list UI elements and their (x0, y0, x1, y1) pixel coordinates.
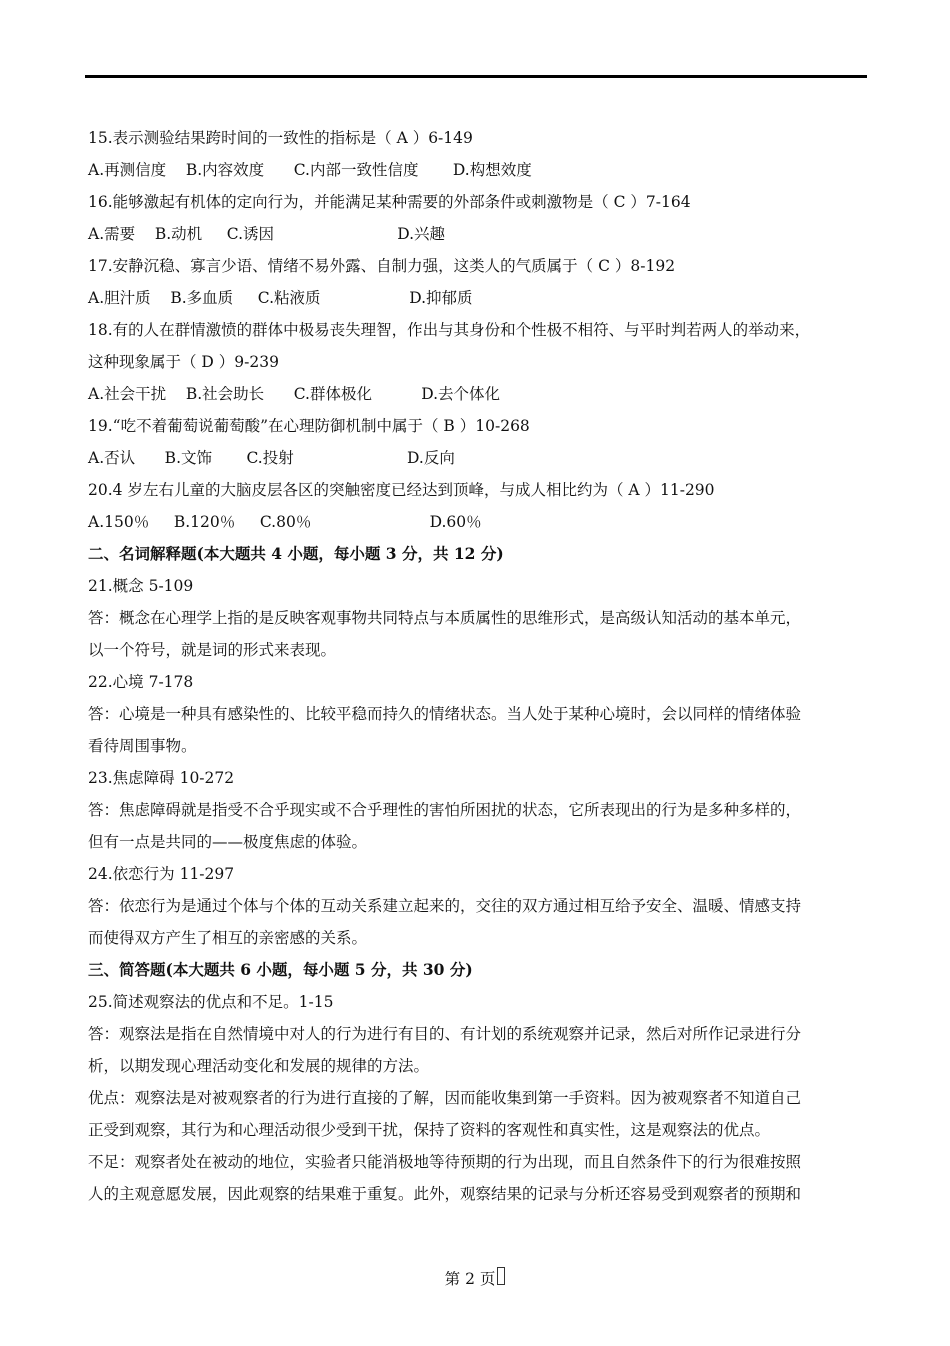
question-19: 19.“吃不着葡萄说葡萄酸”在心理防御机制中属于（ B ）10-268 (88, 417, 530, 435)
question-25: 25.简述观察法的优点和不足。1-15 (88, 993, 334, 1011)
header-rule (85, 75, 867, 78)
answer-25-line-6: 人的主观意愿发展，因此观察的结果难于重复。此外，观察结果的记录与分析还容易受到观察者的预期和 (88, 1185, 802, 1203)
page-number: 第 2 页 (444, 1270, 496, 1288)
options-18: A.社会干扰 B.社会助长 C.群体极化 D.去个体化 (88, 385, 501, 403)
answer-22-line-2: 看待周围事物。 (88, 737, 197, 755)
text-cursor-icon (497, 1267, 505, 1285)
answer-21-line-1: 答：概念在心理学上指的是反映客观事物共同特点与本质属性的思维形式，是高级认知活动的基本单元， (88, 609, 802, 627)
answer-21-line-2: 以一个符号，就是词的形式来表现。 (88, 641, 337, 659)
term-24: 24.依恋行为 11-297 (88, 865, 235, 883)
answer-25-line-4: 正受到观察，其行为和心理活动很少受到干扰，保持了资料的客观性和真实性，这是观察法的优点。 (88, 1121, 771, 1139)
answer-24-line-1: 答：依恋行为是通过个体与个体的互动关系建立起来的，交往的双方通过相互给予安全、温暖、情感支持 (88, 897, 802, 915)
section-heading-3: 三、简答题(本大题共 6 小题，每小题 5 分，共 30 分) (88, 960, 473, 979)
question-15: 15.表示测验结果跨时间的一致性的指标是（ A ）6-149 (88, 129, 473, 147)
page-footer (0, 1267, 950, 1289)
answer-25-line-3: 优点：观察法是对被观察者的行为进行直接的了解，因而能收集到第一手资料。因为被观察者不知道自己 (88, 1089, 802, 1107)
section-heading-2: 二、名词解释题(本大题共 4 小题，每小题 3 分，共 12 分) (88, 544, 504, 563)
question-18-line-1: 18.有的人在群情激愤的群体中极易丧失理智，作出与其身份和个性极不相符、与平时判若两人的举动来， (88, 321, 811, 339)
term-21: 21.概念 5-109 (88, 577, 194, 595)
answer-25-line-5: 不足：观察者处在被动的地位，实验者只能消极地等待预期的行为出现，而且自然条件下的行为很难按照 (88, 1153, 802, 1171)
term-23: 23.焦虑障碍 10-272 (88, 769, 235, 787)
answer-25-line-2: 析，以期发现心理活动变化和发展的规律的方法。 (88, 1057, 430, 1075)
question-20: 20.4 岁左右儿童的大脑皮层各区的突触密度已经达到顶峰，与成人相比约为（ A ）11-290 (88, 481, 715, 499)
options-15: A.再测信度 B.内容效度 C.内部一致性信度 D.构想效度 (88, 161, 532, 179)
question-17: 17.安静沉稳、寡言少语、情绪不易外露、自制力强，这类人的气质属于（ C ）8-192 (88, 257, 676, 275)
options-16: A.需要 B.动机 C.诱因 D.兴趣 (88, 225, 445, 243)
question-18-line-2: 这种现象属于（ D ）9-239 (88, 353, 279, 371)
options-19: A.否认 B.文饰 C.投射 D.反向 (88, 449, 455, 467)
answer-22-line-1: 答：心境是一种具有感染性的、比较平稳而持久的情绪状态。当人处于某种心境时，会以同样的情绪体验 (88, 705, 802, 723)
answer-25-line-1: 答：观察法是指在自然情境中对人的行为进行有目的、有计划的系统观察并记录，然后对所作记录进行分 (88, 1025, 802, 1043)
answer-23-line-2: 但有一点是共同的——极度焦虑的体验。 (88, 833, 368, 851)
options-20: A.150％ B.120％ C.80％ D.60％ (88, 513, 482, 531)
answer-24-line-2: 而使得双方产生了相互的亲密感的关系。 (88, 929, 368, 947)
options-17: A.胆汁质 B.多血质 C.粘液质 D.抑郁质 (88, 289, 473, 307)
term-22: 22.心境 7-178 (88, 673, 194, 691)
question-16: 16.能够激起有机体的定向行为，并能满足某种需要的外部条件或刺激物是（ C ）7-164 (88, 193, 691, 211)
answer-23-line-1: 答：焦虑障碍就是指受不合乎现实或不合乎理性的害怕所困扰的状态，它所表现出的行为是多种多样的， (88, 801, 802, 819)
document-body (88, 122, 866, 1210)
